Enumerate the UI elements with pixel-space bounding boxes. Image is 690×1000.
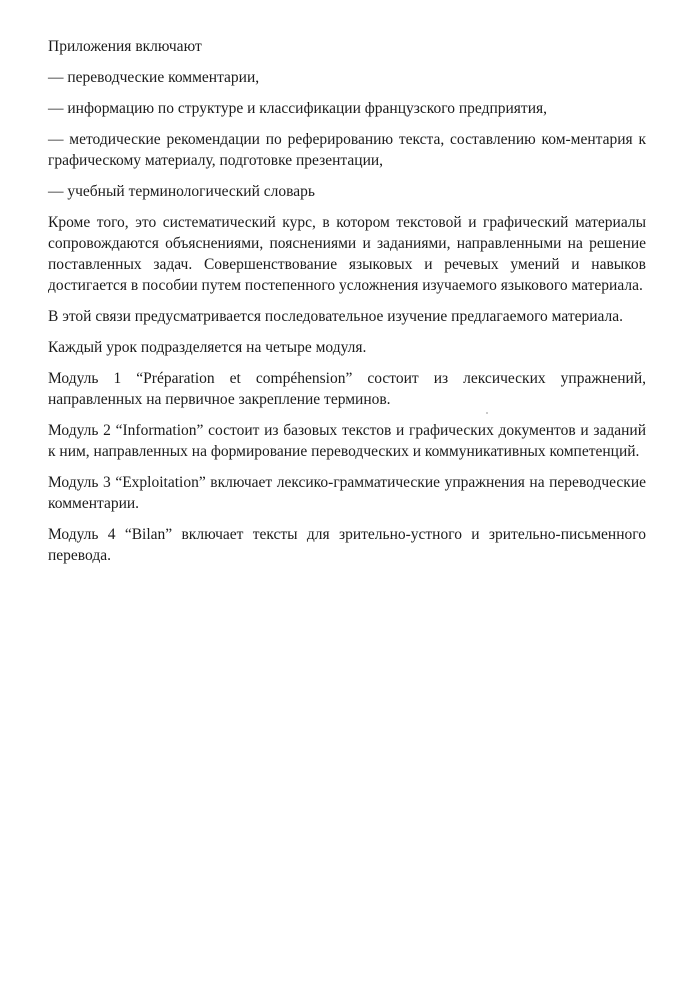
list-item: — информацию по структуре и классификации французского предприятия, (48, 100, 548, 117)
document-text (48, 36, 646, 566)
paragraph-sequential-study: В этой связи предусматривается последовательное изучение предлагаемого материала. (48, 308, 624, 325)
paragraph-course-description: Кроме того, это систематический курс, в котором текстовой и графический материалы сопровождаются объяснениями, пояснениями и заданиями, направленными на решение поставленных задач. Совершенствование языковых и речевых умений и навыков достигается в пособии путем постепенного усложнения изучаемого языкового материала. (48, 214, 646, 294)
paragraph-module-4: Модуль 4 “Bilan” включает тексты для зрительно-устного и зрительно-письменного перевода. (48, 526, 646, 564)
scan-speck (486, 412, 488, 414)
paragraph-module-3: Модуль 3 “Exploitation” включает лексико-грамматические упражнения на переводческие комментарии. (48, 474, 646, 512)
list-item: — учебный терминологический словарь (48, 183, 315, 200)
list-item: — методические рекомендации по реферированию текста, составлению ком-ментария к графическому материалу, подготовке презентации, (48, 131, 646, 169)
paragraph-module-2: Модуль 2 “Information” состоит из базовых текстов и графических документов и заданий к ним, направленных на формирование переводческих и коммуникативных компетенций. (48, 422, 646, 460)
list-item: — переводческие комментарии, (48, 69, 260, 86)
paragraph-lesson-modules: Каждый урок подразделяется на четыре модуля. (48, 339, 367, 356)
intro-line: Приложения включают (48, 38, 202, 55)
paragraph-module-1: Модуль 1 “Préparation et compéhension” состоит из лексических упражнений, направленных на первичное закрепление терминов. (48, 370, 646, 408)
